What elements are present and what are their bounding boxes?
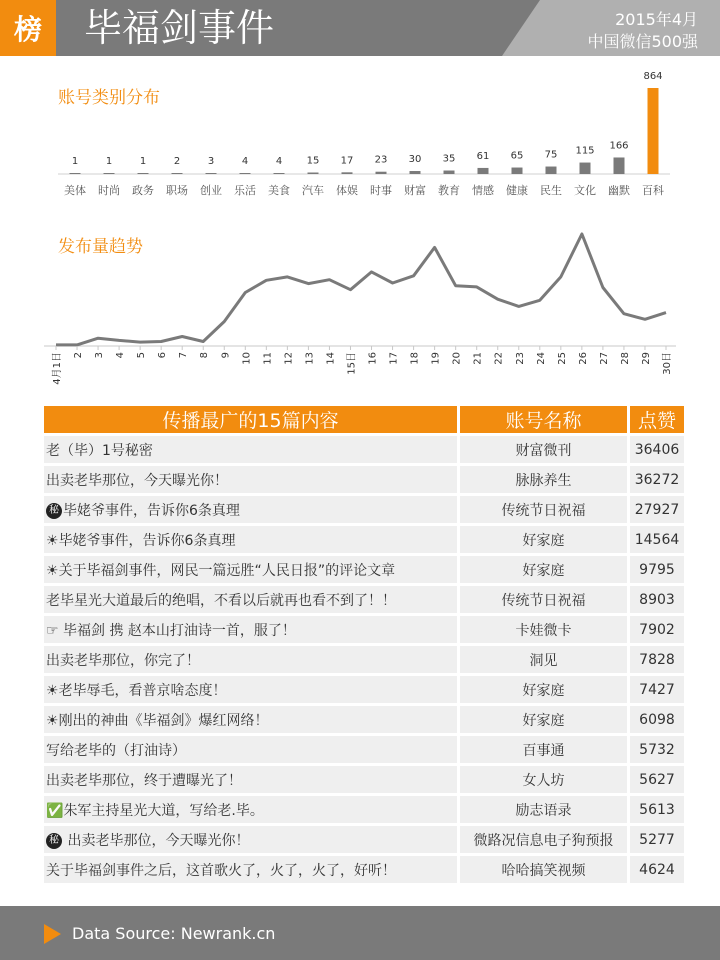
account-name-cell: 百事通 bbox=[460, 733, 630, 763]
bar-value-label: 3 bbox=[207, 156, 215, 167]
header-subtitle: 中国微信500强 bbox=[587, 32, 698, 51]
table-row bbox=[44, 793, 684, 823]
bar-category-label: 幽默 bbox=[608, 184, 630, 197]
article-title: 刚出的神曲《毕福剑》爆红网络！ bbox=[58, 712, 269, 729]
likes-cell: 36272 bbox=[630, 463, 684, 493]
article-title-cell bbox=[44, 763, 460, 793]
article-title: 出卖老毕那位，今天曝光你！ bbox=[46, 472, 228, 489]
likes-cell: 7828 bbox=[630, 643, 684, 673]
data-source-text: Data Source: Newrank.cn bbox=[72, 924, 276, 943]
article-title-cell bbox=[44, 523, 460, 553]
bar-value-label: 1 bbox=[139, 156, 147, 167]
check-icon: ✅ bbox=[46, 802, 64, 819]
category-bar bbox=[138, 173, 149, 174]
table-row bbox=[44, 523, 684, 553]
table-row bbox=[44, 493, 684, 523]
top-articles-table bbox=[44, 406, 684, 883]
trend-line-chart bbox=[0, 225, 720, 400]
header-bar bbox=[0, 0, 720, 56]
bar-value-label: 75 bbox=[544, 149, 558, 161]
pointing-hand-icon: ☞ bbox=[46, 622, 59, 639]
bar-category-label: 财富 bbox=[404, 184, 426, 197]
bar-value-label: 15 bbox=[306, 155, 320, 167]
bar-value-label: 166 bbox=[609, 140, 629, 152]
footer-bar bbox=[0, 906, 720, 960]
likes-cell: 27927 bbox=[630, 493, 684, 523]
bar-value-label: 61 bbox=[476, 150, 490, 162]
bar-category-label: 时尚 bbox=[98, 184, 120, 197]
secret-badge-icon: 秘 bbox=[46, 503, 62, 519]
line-x-label: 26 bbox=[577, 352, 589, 365]
table-row bbox=[44, 433, 684, 463]
trend-section-title: 发布量趋势 bbox=[58, 237, 143, 257]
line-x-label: 23 bbox=[514, 352, 526, 365]
article-title-cell bbox=[44, 733, 460, 763]
bar-category-label: 文化 bbox=[574, 184, 596, 197]
likes-cell: 5627 bbox=[630, 763, 684, 793]
account-name-cell: 哈哈搞笑视频 bbox=[460, 853, 630, 883]
line-x-label: 24 bbox=[535, 352, 547, 365]
likes-cell: 5277 bbox=[630, 823, 684, 853]
bar-category-label: 体娱 bbox=[336, 184, 358, 197]
category-bar bbox=[70, 173, 81, 174]
line-x-label: 6 bbox=[157, 352, 169, 359]
line-x-label: 13 bbox=[304, 352, 316, 365]
account-name-cell: 好家庭 bbox=[460, 673, 630, 703]
likes-cell: 6098 bbox=[630, 703, 684, 733]
article-title-cell bbox=[44, 463, 460, 493]
table-row bbox=[44, 703, 684, 733]
category-bar bbox=[308, 173, 319, 174]
bar-category-label: 美体 bbox=[64, 184, 86, 197]
table-row bbox=[44, 763, 684, 793]
likes-cell: 4624 bbox=[630, 853, 684, 883]
trend-line bbox=[56, 234, 666, 345]
table-row bbox=[44, 853, 684, 883]
account-name-cell: 传统节日祝福 bbox=[460, 493, 630, 523]
line-x-label: 18 bbox=[409, 352, 421, 365]
article-title-cell bbox=[44, 793, 460, 823]
article-title: 老（毕）1号秘密 bbox=[46, 442, 153, 459]
category-bar bbox=[104, 173, 115, 174]
table-row bbox=[44, 643, 684, 673]
bar-value-label: 2 bbox=[173, 156, 181, 167]
line-x-label: 30日 bbox=[662, 352, 673, 375]
category-bar bbox=[172, 173, 183, 174]
bar-value-label: 4 bbox=[241, 156, 249, 167]
category-bar bbox=[410, 171, 421, 174]
line-x-label: 15日 bbox=[346, 352, 358, 375]
article-title: 毕福剑 携 赵本山打油诗一首，服了！ bbox=[58, 622, 296, 639]
category-bar bbox=[614, 157, 625, 174]
category-bar-chart bbox=[0, 70, 720, 205]
line-x-label: 17 bbox=[388, 352, 400, 365]
account-name-cell: 洞见 bbox=[460, 643, 630, 673]
category-section-title: 账号类别分布 bbox=[58, 88, 160, 108]
line-x-label: 8 bbox=[199, 352, 211, 359]
article-title-cell bbox=[44, 583, 460, 613]
line-x-label: 9 bbox=[220, 352, 232, 359]
article-title-cell bbox=[44, 853, 460, 883]
account-name-cell: 好家庭 bbox=[460, 553, 630, 583]
bar-value-label: 65 bbox=[510, 150, 524, 162]
account-name-cell: 脉脉养生 bbox=[460, 463, 630, 493]
bar-category-label: 时事 bbox=[370, 184, 392, 197]
bar-value-label: 1 bbox=[105, 156, 113, 167]
header-info-panel bbox=[470, 0, 720, 56]
likes-cell: 5613 bbox=[630, 793, 684, 823]
bar-category-label: 百科 bbox=[642, 184, 664, 197]
article-title: 关于毕福剑事件，网民一篇远胜“人民日报”的评论文章 bbox=[58, 562, 396, 579]
account-name-cell: 卡娃微卡 bbox=[460, 613, 630, 643]
table-row bbox=[44, 553, 684, 583]
line-x-label: 4 bbox=[115, 352, 127, 359]
sun-icon: ☀ bbox=[46, 532, 59, 549]
bar-value-label: 17 bbox=[340, 155, 354, 167]
sun-icon: ☀ bbox=[46, 712, 59, 729]
article-title-cell bbox=[44, 643, 460, 673]
bar-category-label: 汽车 bbox=[302, 184, 324, 197]
article-title-cell bbox=[44, 553, 460, 583]
article-title: 老毕辱毛，看普京啥态度！ bbox=[58, 682, 227, 699]
likes-cell: 8903 bbox=[630, 583, 684, 613]
line-x-label: 3 bbox=[94, 352, 106, 359]
article-title-cell bbox=[44, 703, 460, 733]
bar-value-label: 864 bbox=[643, 71, 663, 82]
table-row bbox=[44, 463, 684, 493]
bar-category-label: 政务 bbox=[132, 184, 154, 197]
article-title-cell bbox=[44, 673, 460, 703]
line-x-label: 4月1日 bbox=[52, 352, 63, 385]
line-x-label: 27 bbox=[598, 352, 610, 365]
category-bar bbox=[274, 173, 285, 174]
line-x-label: 7 bbox=[178, 352, 190, 359]
likes-cell: 7902 bbox=[630, 613, 684, 643]
category-bar bbox=[376, 172, 387, 174]
likes-cell: 14564 bbox=[630, 523, 684, 553]
article-title: 出卖老毕那位，你完了！ bbox=[46, 652, 200, 669]
page-title: 毕福剑事件 bbox=[84, 6, 275, 50]
line-x-label: 29 bbox=[640, 352, 652, 365]
category-bar bbox=[512, 168, 523, 174]
account-name-cell: 好家庭 bbox=[460, 523, 630, 553]
table-header-row bbox=[44, 406, 684, 433]
bar-value-label: 115 bbox=[575, 145, 595, 157]
column-header-account: 账号名称 bbox=[460, 406, 630, 433]
category-bar bbox=[478, 168, 489, 174]
sun-icon: ☀ bbox=[46, 562, 59, 579]
line-x-label: 16 bbox=[367, 352, 379, 365]
account-name-cell: 财富微刊 bbox=[460, 433, 630, 463]
line-x-label: 12 bbox=[283, 352, 295, 365]
likes-cell: 7427 bbox=[630, 673, 684, 703]
bar-value-label: 1 bbox=[71, 156, 79, 167]
bar-value-label: 4 bbox=[275, 156, 283, 167]
column-header-likes: 点赞 bbox=[630, 406, 684, 433]
line-x-label: 2 bbox=[73, 352, 85, 359]
article-title: 老毕星光大道最后的绝唱，不看以后就再也看不到了！！ bbox=[46, 592, 396, 609]
account-name-cell: 微路况信息电子狗预报 bbox=[460, 823, 630, 853]
category-bar bbox=[444, 171, 455, 174]
likes-cell: 36406 bbox=[630, 433, 684, 463]
bar-category-label: 创业 bbox=[200, 184, 222, 197]
table-row bbox=[44, 823, 684, 853]
article-title-cell bbox=[44, 433, 460, 463]
account-name-cell: 女人坊 bbox=[460, 763, 630, 793]
play-triangle-icon bbox=[44, 924, 61, 944]
bar-category-label: 情感 bbox=[472, 184, 494, 197]
article-title: 出卖老毕那位，终于遭曝光了！ bbox=[46, 772, 242, 789]
secret-badge-icon: 秘 bbox=[46, 833, 62, 849]
bar-value-label: 35 bbox=[442, 153, 456, 165]
article-title: 写给老毕的（打油诗） bbox=[46, 742, 186, 759]
account-name-cell: 传统节日祝福 bbox=[460, 583, 630, 613]
article-title-cell bbox=[44, 493, 460, 523]
bar-category-label: 健康 bbox=[506, 184, 528, 197]
line-x-label: 22 bbox=[493, 351, 505, 365]
article-title: 毕姥爷事件，告诉你6条真理 bbox=[58, 532, 236, 549]
table-row bbox=[44, 613, 684, 643]
article-title-cell bbox=[44, 823, 460, 853]
account-name-cell: 好家庭 bbox=[460, 703, 630, 733]
line-x-label: 14 bbox=[325, 352, 337, 365]
category-bar bbox=[546, 167, 557, 174]
line-x-label: 11 bbox=[262, 352, 274, 365]
likes-cell: 9795 bbox=[630, 553, 684, 583]
account-name-cell: 励志语录 bbox=[460, 793, 630, 823]
line-x-label: 5 bbox=[136, 352, 148, 359]
article-title: 毕姥爷事件，告诉你6条真理 bbox=[63, 502, 240, 519]
rank-logo: 榜 bbox=[0, 0, 56, 56]
table-row bbox=[44, 673, 684, 703]
category-bar bbox=[648, 88, 659, 174]
line-x-label: 21 bbox=[472, 352, 484, 365]
line-x-label: 20 bbox=[451, 352, 463, 365]
category-bar bbox=[580, 163, 591, 174]
article-title: 朱军主持星光大道，写给老.毕。 bbox=[63, 802, 264, 819]
bar-category-label: 美食 bbox=[268, 184, 290, 197]
bar-category-label: 乐活 bbox=[234, 184, 256, 197]
line-x-label: 19 bbox=[430, 352, 442, 365]
bar-value-label: 30 bbox=[408, 154, 422, 166]
bar-category-label: 职场 bbox=[166, 184, 188, 197]
category-bar bbox=[240, 173, 251, 174]
category-bar bbox=[206, 173, 217, 174]
column-header-title: 传播最广的15篇内容 bbox=[44, 406, 460, 433]
line-x-label: 28 bbox=[619, 352, 631, 365]
table-row bbox=[44, 583, 684, 613]
sun-icon: ☀ bbox=[46, 682, 59, 699]
line-x-label: 25 bbox=[556, 352, 568, 365]
table-row bbox=[44, 733, 684, 763]
likes-cell: 5732 bbox=[630, 733, 684, 763]
category-bar bbox=[342, 172, 353, 174]
article-title: 出卖老毕那位，今天曝光你！ bbox=[63, 832, 250, 849]
bar-category-label: 民生 bbox=[540, 184, 562, 197]
article-title: 关于毕福剑事件之后，这首歌火了，火了，火了，好听！ bbox=[46, 862, 396, 879]
line-x-label: 10 bbox=[241, 352, 253, 365]
header-date: 2015年4月 bbox=[615, 10, 698, 29]
bar-category-label: 教育 bbox=[438, 184, 460, 197]
bar-value-label: 23 bbox=[374, 154, 388, 166]
article-title-cell bbox=[44, 613, 460, 643]
